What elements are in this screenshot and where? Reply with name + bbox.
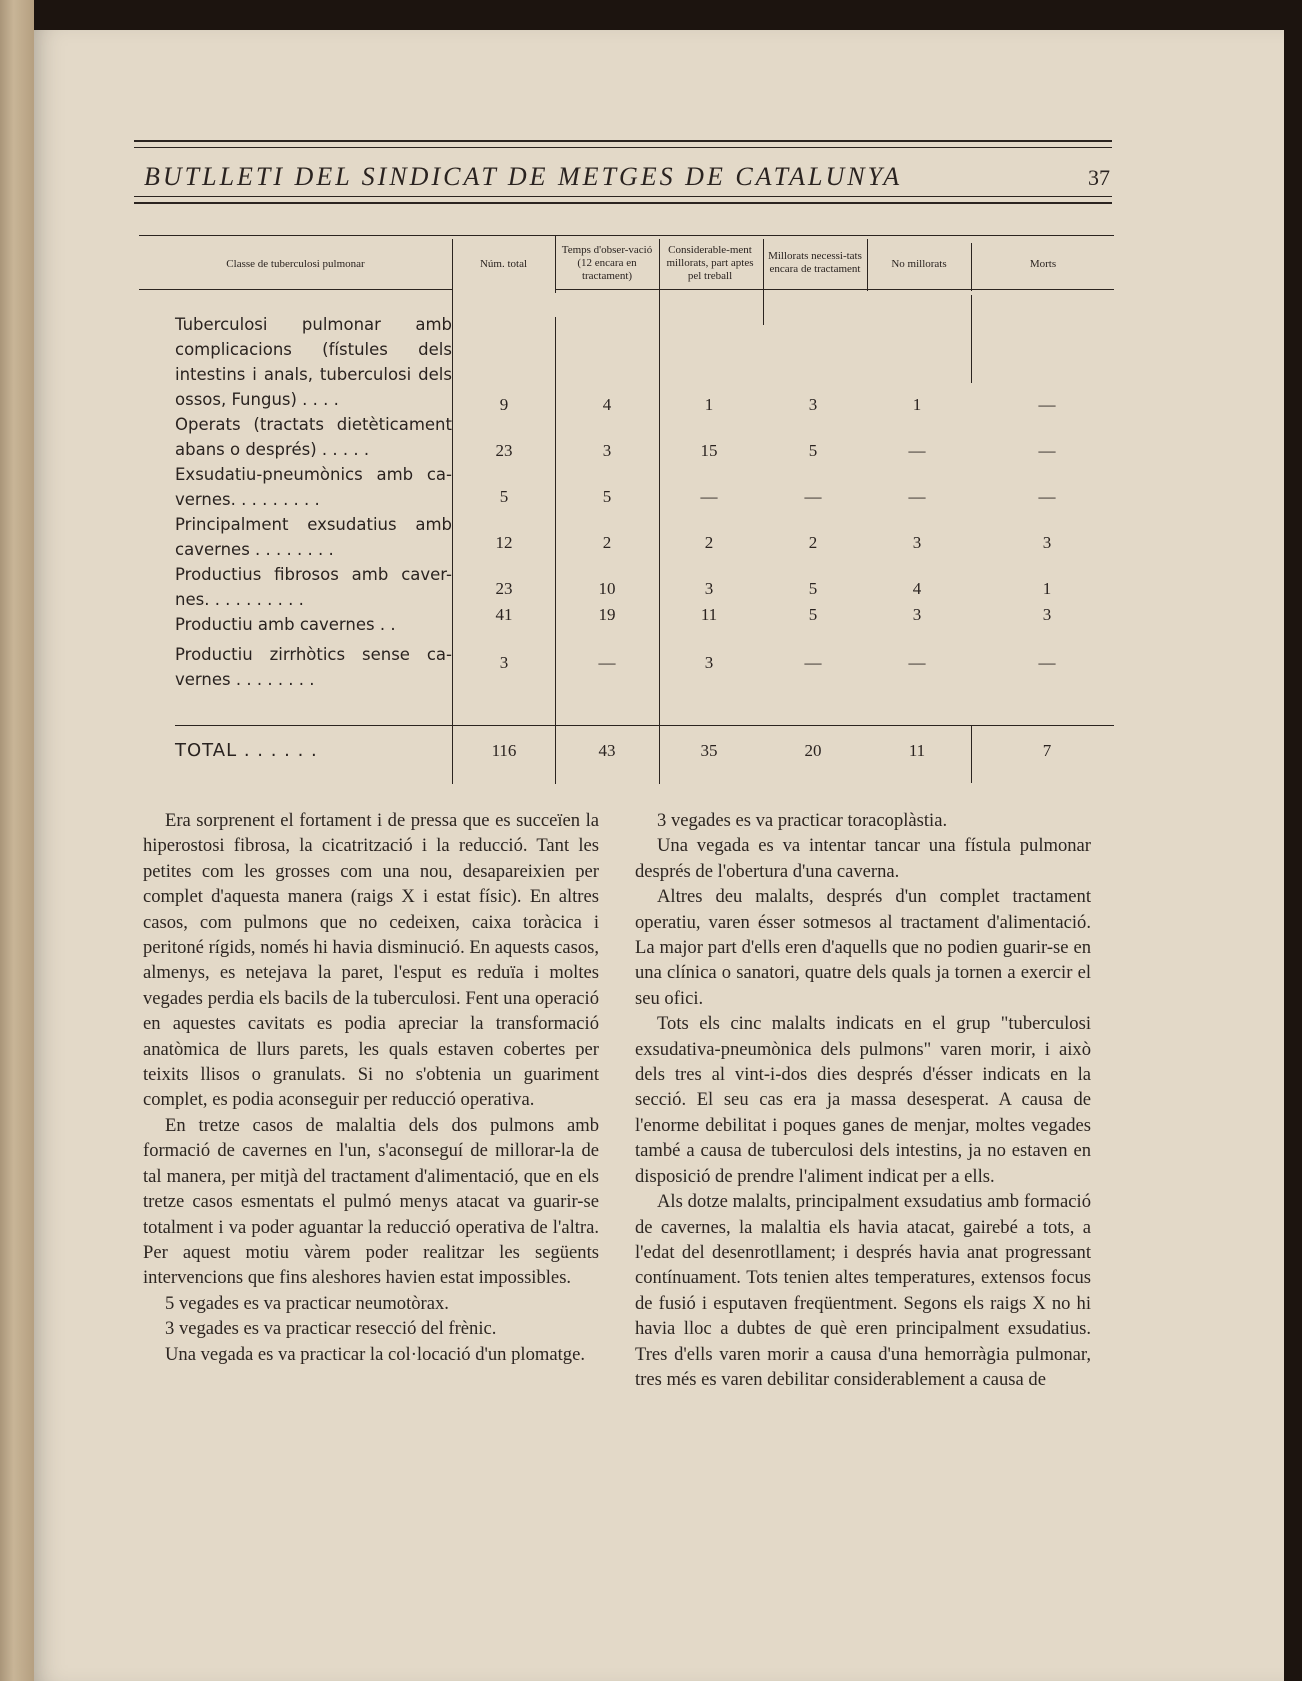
journal-title: BUTLLETI DEL SINDICAT DE METGES DE CATALUNYA xyxy=(144,162,903,191)
table-total-rule xyxy=(175,725,1114,726)
table-cell: — xyxy=(1038,653,1056,672)
table-cell: 5 xyxy=(602,487,612,506)
col-header-considerably-improved: Considerable-ment millorats, part aptes pel treball xyxy=(666,243,754,282)
row-label-productive-cavernous: Productiu amb cavernes . . xyxy=(175,615,396,634)
table-cell: 3 xyxy=(912,605,922,624)
col-divider-1 xyxy=(452,239,453,784)
table-cell: — xyxy=(908,653,926,672)
row-label-productive-cirrhotic: Productiu zirrhòtics sense ca-vernes . . . . . . . . xyxy=(175,645,452,689)
table-cell: 3 xyxy=(1042,533,1052,552)
table-cell: 1 xyxy=(704,395,714,414)
table-cell: 3 xyxy=(808,395,818,414)
col-header-total: Núm. total xyxy=(479,257,528,270)
table-cell: 11 xyxy=(700,605,718,624)
table-header-rule xyxy=(139,289,452,290)
table-cell: 3 xyxy=(704,579,714,598)
table-cell: — xyxy=(1038,395,1056,414)
table-cell: 2 xyxy=(704,533,714,552)
table-cell: 15 xyxy=(700,441,718,460)
body-right-column xyxy=(635,808,1091,1392)
table-cell: — xyxy=(1038,441,1056,460)
paragraph: Altres deu malalts, després d'un complet tractament operatiu, varen ésser sotmesos al tractament d'alimentació. La major part d'ells eren d'aquells que no podien guarir-se en una clínica o sanatori, quatre dels quals ja tornen a exercir el seu ofici. xyxy=(635,886,1091,1009)
row-label-exudative-pneumonic: Exsudatiu-pneumònics amb ca-vernes. . . . . . . . . xyxy=(175,465,452,509)
col-divider-3 xyxy=(659,239,660,784)
table-cell: 3 xyxy=(912,533,922,552)
col-divider-2 xyxy=(555,235,556,293)
table-cell: 5 xyxy=(499,487,509,506)
table-cell: 23 xyxy=(495,441,513,460)
table-cell: — xyxy=(700,487,718,506)
table-cell: 5 xyxy=(808,579,818,598)
table-cell: 10 xyxy=(598,579,616,598)
col-divider-6-lower xyxy=(971,725,972,783)
table-cell: 41 xyxy=(495,605,513,624)
row-label-productive-fibrous: Productius fibrosos amb caver-nes. . . . . . . . . . xyxy=(175,565,452,609)
col-header-class: Classe de tuberculosi pulmonar xyxy=(226,257,365,270)
table-header-rule-right xyxy=(555,289,1114,290)
results-table xyxy=(139,235,1119,790)
row-label-complications: Tuberculosi pulmonar amb complicacions (fístules dels intestins i anals, tuberculosi dels ossos, Fungus) . . . . xyxy=(175,315,452,409)
body-left-column xyxy=(143,808,599,1367)
paragraph: Als dotze malalts, principalment exsudatius amb formació de cavernes, la malaltia els havia atacat, gairebé a tots, a l'edat del desenrotllament; i després havia anat progressant contínuament. Tots tenien altes temperatures, extensos focus de fusió i esputaven freqüentment. Segons els raigs X no hi havia lloc a dubtes de què eren principalment exsudatius. Tres d'ells varen morir a causa d'una hemorràgia pulmonar, tres més es varen debilitar considerablement a causa de xyxy=(635,1191,1091,1390)
table-cell: 3 xyxy=(1042,605,1052,624)
total-cell: 116 xyxy=(491,741,517,760)
page-number: 37 xyxy=(1088,165,1110,190)
table-cell: 9 xyxy=(499,395,509,414)
total-cell: 43 xyxy=(598,741,616,760)
table-cell: 19 xyxy=(598,605,616,624)
book-spine-edge xyxy=(0,0,34,1681)
row-label-mainly-exudative: Principalment exsudatius amb cavernes . . . . . . . . xyxy=(175,515,452,559)
header-rule-top-2 xyxy=(134,147,1112,148)
col-header-improved-needing-treatment: Millorats necessi-tats encara de tractament xyxy=(768,250,862,275)
table-cell: 3 xyxy=(704,653,714,672)
paragraph: Una vegada es va practicar la col·locació d'un plomatge. xyxy=(165,1343,585,1365)
table-cell: — xyxy=(804,487,822,506)
paragraph: Tots els cinc malalts indicats en el grup "tuberculosi exsudativa-pneumònica dels pulmons" varen morir, i això dels tres al vint-i-dos dies després d'ésser indicats en la secció. El seu cas era ja massa desesperat. A causa de l'enorme debilitat i poques ganes de menjar, moltes vegades també a causa de tuberculosi dels intestins, ja no estaven en disposició de prendre l'aliment indicat per a ells. xyxy=(635,1013,1091,1187)
table-cell: 3 xyxy=(602,441,612,460)
table-cell: 4 xyxy=(912,579,922,598)
table-cell: — xyxy=(908,487,926,506)
col-divider-4 xyxy=(763,239,764,325)
table-cell: 5 xyxy=(808,441,818,460)
running-head xyxy=(144,162,1110,192)
paragraph: 5 vegades es va practicar neumotòrax. xyxy=(165,1292,449,1314)
table-cell: 1 xyxy=(912,395,922,414)
col-header-observation-time: Temps d'obser-vació (12 encara en tractament) xyxy=(561,243,653,282)
table-cell: 2 xyxy=(602,533,612,552)
paragraph: 3 vegades es va practicar resecció del frènic. xyxy=(165,1318,497,1340)
header-rule-top-1 xyxy=(134,140,1112,142)
table-cell: — xyxy=(1038,487,1056,506)
col-header-deaths: Morts xyxy=(1029,257,1057,270)
col-divider-5 xyxy=(867,239,868,291)
paragraph: Era sorprenent el fortament i de pressa que es succeïen la hiperostosi fibrosa, la cicatrització i la reducció. Tant les petites com les grosses com una nou, desapareixien per complet d'aquesta manera (raigs X i estat físic). En altres casos, com pulmons que no cedeixen, caixa toràcica i peritoné rígids, només hi havia disminució. En aquests casos, almenys, es netejava la paret, l'esput es reduïa i moltes vegades perdia els bacils de la tuberculosi. Fent una operació en aquestes cavitats es podia apreciar la transformació anatòmica de llurs parets, les quals estaven cobertes per teixits llisos o granulats. Si no s'obtenia un guariment complet, es podia aconseguir per reducció operativa. xyxy=(143,810,599,1111)
total-cell: 11 xyxy=(908,741,926,760)
header-rule-bottom-2 xyxy=(134,202,1112,204)
paragraph: En tretze casos de malaltia dels dos pulmons amb formació de cavernes en l'un, s'aconseguí de millorar-la de tal manera, per mitjà del tractament d'alimentació, que en els tretze casos esmentats el pulmó menys atacat va guarir-se totalment i va poder aguantar la reducció operativa de l'altra. Per aquest motiu vàrem poder realitzar les següents intervencions que fins aleshores havien estat impossibles. xyxy=(143,1114,599,1289)
table-top-rule xyxy=(139,235,1114,236)
document-page xyxy=(34,30,1284,1681)
total-cell: 7 xyxy=(1042,741,1052,760)
paragraph: Una vegada es va intentar tancar una fístula pulmonar després de l'obertura d'una caverna. xyxy=(635,835,1091,882)
total-label: TOTAL . . . . . . xyxy=(175,740,318,761)
header-rule-bottom-1 xyxy=(134,196,1112,197)
paragraph: 3 vegades es va practicar toracoplàstia. xyxy=(657,810,948,831)
table-cell: 12 xyxy=(495,533,513,552)
total-cell: 35 xyxy=(700,741,718,760)
table-cell: 4 xyxy=(602,395,612,414)
table-cell: 1 xyxy=(1042,579,1052,598)
table-cell: — xyxy=(598,653,616,672)
table-cell: — xyxy=(908,441,926,460)
table-cell: 5 xyxy=(808,605,818,624)
table-cell: 3 xyxy=(499,653,509,672)
col-divider-6 xyxy=(971,243,972,291)
table-cell: 23 xyxy=(495,579,513,598)
table-cell: 2 xyxy=(808,533,818,552)
col-divider-2-body xyxy=(555,317,556,784)
total-cell: 20 xyxy=(804,741,822,760)
col-divider-6-body xyxy=(971,295,972,383)
col-header-not-improved: No millorats xyxy=(891,257,947,270)
table-cell: — xyxy=(804,653,822,672)
row-label-operated: Operats (tractats dietèticament abans o després) . . . . . xyxy=(175,415,452,459)
